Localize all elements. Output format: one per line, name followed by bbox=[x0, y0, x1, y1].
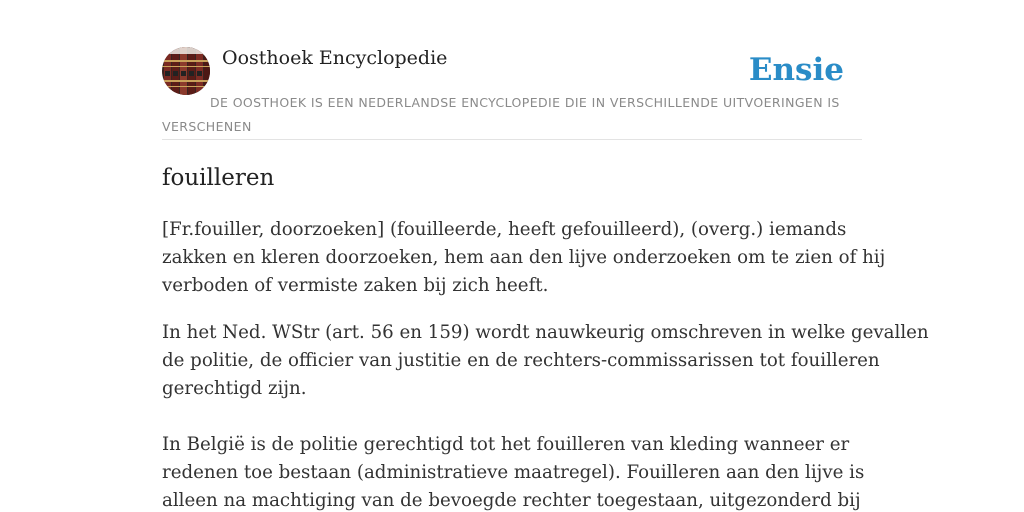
book-spines-icon bbox=[162, 47, 210, 95]
paragraph-line: alleen na machtiging van de bevoegde rechter toegestaan, uitgezonderd bij bbox=[162, 490, 861, 511]
paragraph-line: zakken en kleren doorzoeken, hem aan den lijve onderzoeken om te zien of hij bbox=[162, 247, 886, 268]
paragraph-line: gerechtigd zijn. bbox=[162, 378, 307, 399]
paragraph-line: redenen toe bestaan (administratieve maatregel). Fouilleren aan den lijve is bbox=[162, 462, 865, 483]
paragraph-netherlands bbox=[162, 319, 929, 403]
paragraph-line: In België is de politie gerechtigd tot het fouilleren van kleding wanneer er bbox=[162, 434, 850, 455]
brand-logo[interactable]: Ensie bbox=[748, 52, 844, 88]
site-title[interactable]: Oosthoek Encyclopedie bbox=[222, 47, 448, 69]
site-tagline: DE OOSTHOEK IS EEN NEDERLANDSE ENCYCLOPEDIE DIE IN VERSCHILLENDE UITVOERINGEN IS VERSCHENEN bbox=[162, 95, 840, 134]
paragraph-line: [Fr.fouiller, doorzoeken] (fouilleerde, heeft gefouilleerd), (overg.) iemands bbox=[162, 219, 847, 240]
paragraph-line: de politie, de officier van justitie en de rechters-commissarissen tot fouilleren bbox=[162, 350, 880, 371]
entry-title: fouilleren bbox=[162, 165, 275, 191]
paragraph-definition bbox=[162, 216, 886, 300]
paragraph-line: In het Ned. WStr (art. 56 en 159) wordt nauwkeurig omschreven in welke gevallen bbox=[162, 322, 929, 343]
paragraph-line: verboden of vermiste zaken bij zich heeft. bbox=[162, 275, 549, 296]
article bbox=[162, 160, 929, 512]
paragraph-belgium bbox=[162, 431, 867, 512]
site-header bbox=[162, 46, 862, 140]
avatar[interactable] bbox=[162, 47, 210, 95]
